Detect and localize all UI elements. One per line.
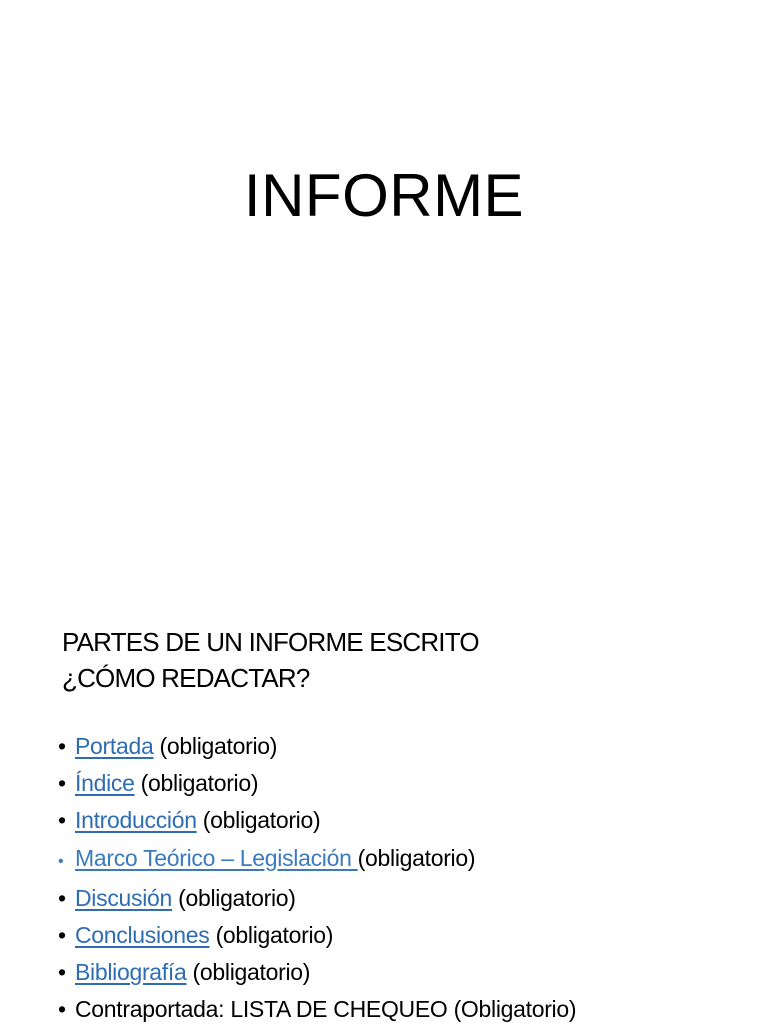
slide-title-text: INFORME — [243, 162, 525, 229]
slide-heading — [62, 624, 742, 696]
item-note: (obligatorio) — [196, 807, 321, 834]
link-conclusiones[interactable]: Conclusiones — [75, 922, 210, 949]
link-portada[interactable]: Portada — [75, 733, 154, 759]
bullet-glyph: • — [58, 770, 66, 797]
bullet-glyph: • — [58, 922, 66, 949]
link-bibliografia[interactable]: Bibliografía — [75, 959, 187, 986]
bullet-glyph: • — [58, 733, 66, 759]
link-introduccion[interactable]: Introducción — [75, 807, 197, 834]
link-marco-teorico[interactable]: Marco Teórico – Legislación — [75, 844, 358, 871]
list-item-discusion — [58, 880, 758, 917]
heading-line-1: PARTES DE UN INFORME ESCRITO — [62, 627, 479, 657]
bullet-glyph: • — [58, 852, 64, 870]
bullet-list — [58, 728, 758, 1029]
link-indice[interactable]: Índice — [75, 770, 135, 797]
list-item-introduccion — [58, 802, 758, 839]
bullet-glyph: • — [58, 884, 66, 911]
list-item-contraportada — [58, 991, 758, 1028]
item-note: (obligatorio) — [357, 844, 476, 871]
item-text-contraportada: Contraportada: LISTA DE CHEQUEO (Obligatorio) — [75, 996, 577, 1023]
list-item-bibliografia — [58, 954, 758, 991]
item-note: (obligatorio) — [153, 733, 278, 759]
bullet-glyph: • — [58, 996, 66, 1023]
slide-content — [0, 576, 768, 1024]
item-note: (obligatorio) — [172, 884, 296, 911]
list-item-marco-teorico — [58, 840, 758, 880]
heading-line-2: ¿CÓMO REDACTAR? — [62, 663, 310, 693]
list-item-indice — [58, 765, 758, 802]
item-note: (obligatorio) — [134, 770, 259, 797]
bullet-glyph: • — [58, 807, 66, 834]
list-item-portada — [58, 728, 758, 765]
bullet-glyph: • — [58, 959, 66, 986]
item-note: (obligatorio) — [186, 959, 311, 986]
item-note: (obligatorio) — [209, 922, 334, 949]
list-item-conclusiones — [58, 917, 758, 954]
link-discusion[interactable]: Discusión — [75, 884, 173, 911]
